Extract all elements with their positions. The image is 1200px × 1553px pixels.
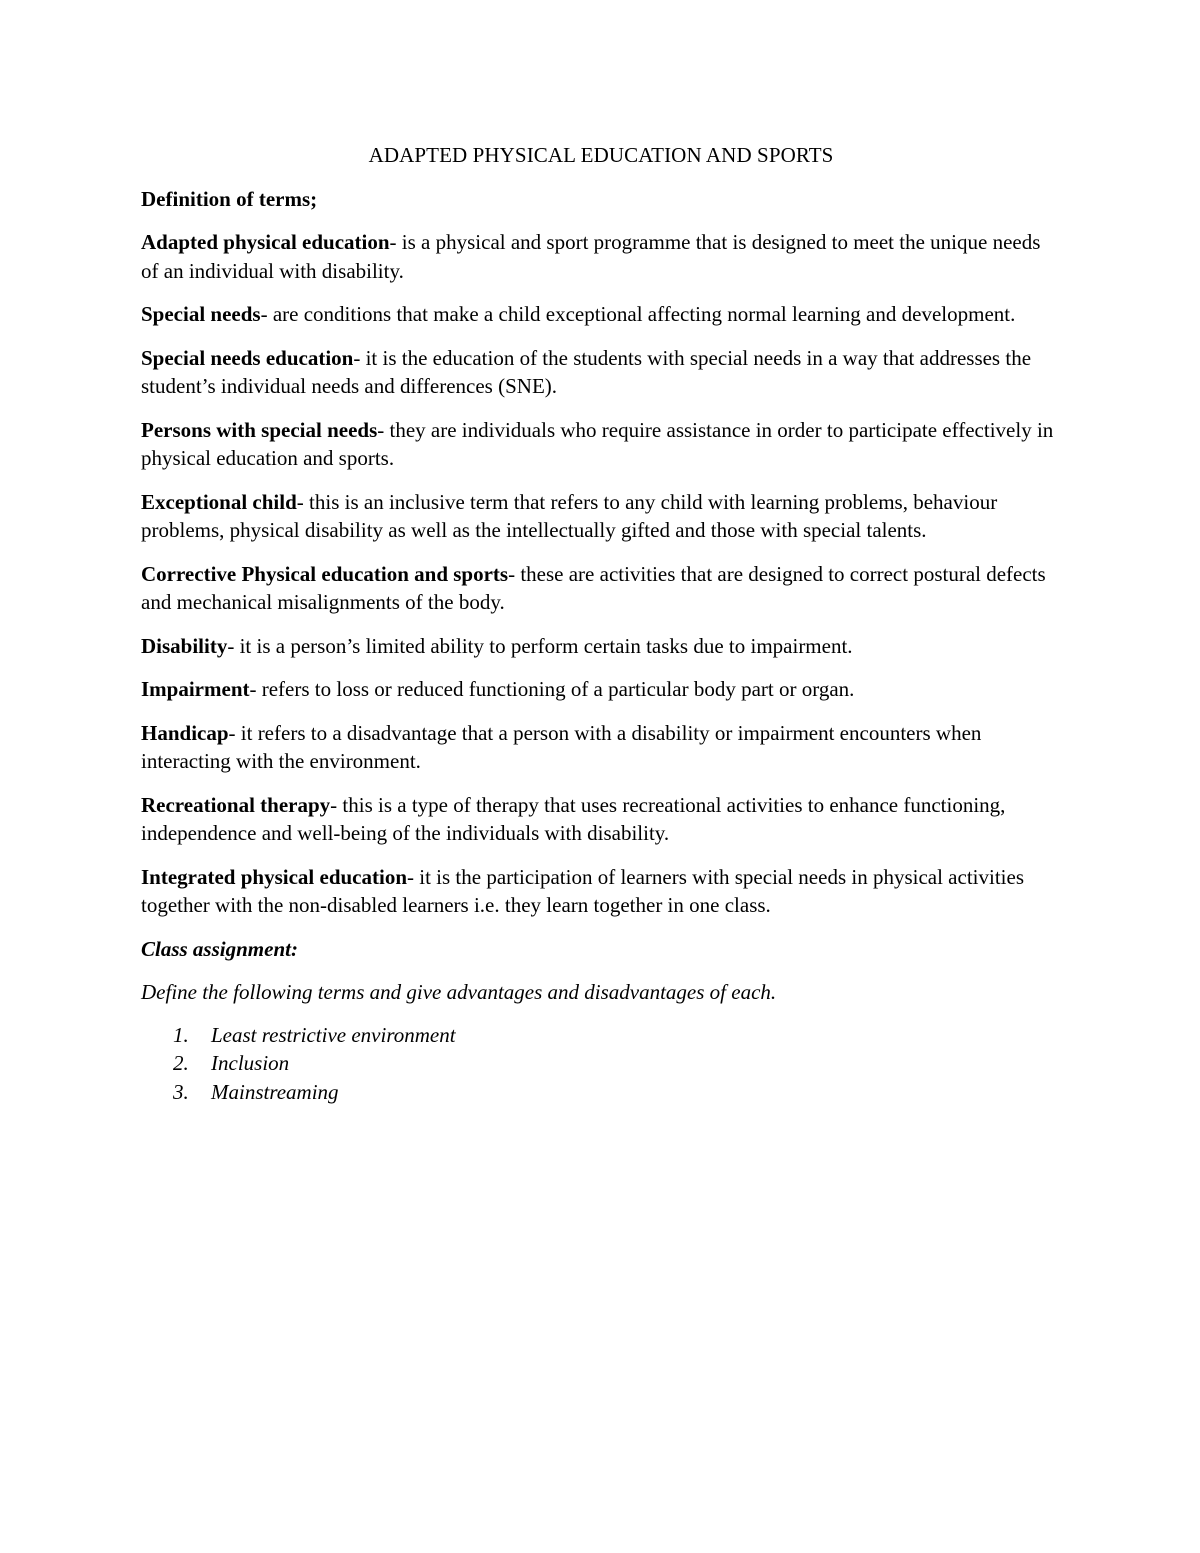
definition-term: Corrective Physical education and sports xyxy=(141,561,509,586)
list-item-text: Mainstreaming xyxy=(211,1079,339,1104)
list-item-text: Inclusion xyxy=(211,1051,290,1075)
definition-text: - it refers to a disadvantage that a person with a disability or impairment encounters when interacting with the environment. xyxy=(141,720,982,773)
list-item xyxy=(141,1078,1061,1107)
definition-text: - it is a person’s limited ability to perform certain tasks due to impairment. xyxy=(227,633,853,658)
definition-term: Integrated physical education xyxy=(141,864,408,889)
definition-exceptional-child xyxy=(141,488,1061,545)
definition-recreational-therapy xyxy=(141,791,1061,848)
definition-special-needs-education xyxy=(141,344,1061,401)
definition-text: - refers to loss or reduced functioning of a particular body part or organ. xyxy=(249,677,855,701)
definition-disability xyxy=(141,632,1061,661)
definition-term: Special needs xyxy=(141,302,261,326)
definition-term: Recreational therapy xyxy=(141,792,331,817)
list-item xyxy=(141,1049,1061,1078)
definition-term: Impairment xyxy=(141,677,250,701)
section-heading: Definition of terms; xyxy=(141,186,318,211)
definition-text: - this is a type of therapy that uses recreational activities to enhance functioning, independence and well-being of the individuals with disability. xyxy=(141,792,1006,845)
definition-term: Persons with special needs xyxy=(141,417,378,442)
definition-text: - it is the education of the students with special needs in a way that addresses the student’s individual needs and differences (SNE). xyxy=(141,345,1032,398)
definition-adapted-physical-education xyxy=(141,228,1061,285)
assignment-heading: Class assignment: xyxy=(141,936,298,961)
definition-text: - are conditions that make a child exceptional affecting normal learning and development. xyxy=(260,302,1016,326)
assignment-instruction: Define the following terms and give advantages and disadvantages of each. xyxy=(141,980,777,1004)
list-item-number: 1. xyxy=(173,1022,189,1047)
document-body xyxy=(141,141,1061,1106)
definition-term: Exceptional child xyxy=(141,489,297,514)
document-title: ADAPTED PHYSICAL EDUCATION AND SPORTS xyxy=(368,143,834,167)
definition-text: - they are individuals who require assistance in order to participate effectively in physical education and sports. xyxy=(141,417,1054,470)
definition-term: Adapted physical education xyxy=(141,230,390,254)
definition-corrective-physical-education xyxy=(141,560,1061,617)
definition-term: Disability xyxy=(141,633,228,658)
definition-text: - is a physical and sport programme that is designed to meet the unique needs of an individual with disability. xyxy=(141,230,1041,283)
definition-impairment xyxy=(141,675,1061,704)
definition-handicap xyxy=(141,719,1061,776)
definition-text: - these are activities that are designed to correct postural defects and mechanical misalignments of the body. xyxy=(141,561,1046,614)
definition-term: Handicap xyxy=(141,720,229,745)
definition-integrated-physical-education xyxy=(141,863,1061,920)
list-item xyxy=(141,1021,1061,1050)
definition-term: Special needs education xyxy=(141,345,354,370)
definition-special-needs xyxy=(141,300,1061,329)
list-item-number: 2. xyxy=(173,1051,189,1075)
definition-text: - it is the participation of learners with special needs in physical activities together with the non-disabled learners i.e. they learn together in one class. xyxy=(141,864,1024,917)
list-item-text: Least restrictive environment xyxy=(211,1022,456,1047)
list-item-number: 3. xyxy=(173,1079,189,1104)
definition-text: - this is an inclusive term that refers to any child with learning problems, behaviour problems, physical disability as well as the intellectually gifted and those with special talents. xyxy=(141,489,998,542)
assignment-list xyxy=(141,1021,1061,1107)
definition-persons-with-special-needs xyxy=(141,416,1061,473)
